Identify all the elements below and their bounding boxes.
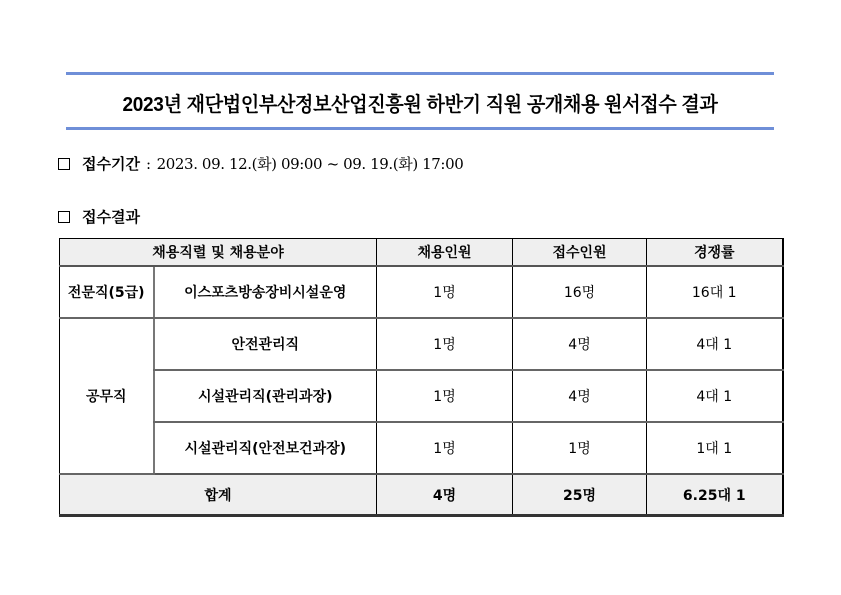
ratio-cell: 1대 1 (647, 422, 783, 474)
ratio-cell: 4대 1 (647, 370, 783, 422)
total-hires: 4명 (377, 474, 513, 516)
applicants-cell: 16명 (513, 266, 647, 318)
hires-cell: 1명 (377, 318, 513, 370)
table-row (60, 370, 783, 422)
table-row (60, 266, 783, 318)
header-ratio: 경쟁률 (647, 239, 783, 267)
table-row (60, 318, 783, 370)
applicants-cell: 4명 (513, 370, 647, 422)
checkbox-empty-icon (58, 211, 70, 223)
hires-cell: 1명 (377, 422, 513, 474)
results-table (59, 238, 784, 517)
applicants-cell: 4명 (513, 318, 647, 370)
total-row (60, 474, 783, 516)
category-cell: 전문직(5급) (60, 266, 154, 318)
header-hires: 채용인원 (377, 239, 513, 267)
field-cell: 이스포츠방송장비시설운영 (154, 266, 377, 318)
header-position-field: 채용직렬 및 채용분야 (60, 239, 377, 267)
total-ratio: 6.25대 1 (647, 474, 783, 516)
category-cell: 공무직 (60, 318, 154, 474)
field-cell: 안전관리직 (154, 318, 377, 370)
checkbox-empty-icon (58, 158, 70, 170)
ratio-cell: 4대 1 (647, 318, 783, 370)
period-value: 2023. 09. 12.(화) 09:00 ~ 09. 19.(화) 17:00 (156, 155, 464, 173)
field-cell: 시설관리직(안전보건과장) (154, 422, 377, 474)
title-top-rule (66, 72, 774, 75)
total-label: 합계 (60, 474, 377, 516)
hires-cell: 1명 (377, 266, 513, 318)
page-title: 2023년 재단법인부산정보산업진흥원 하반기 직원 공개채용 원서접수 결과 (122, 94, 718, 116)
total-applicants: 25명 (513, 474, 647, 516)
table-header-row (60, 239, 783, 267)
table-row (60, 422, 783, 474)
applicants-cell: 1명 (513, 422, 647, 474)
ratio-cell: 16대 1 (647, 266, 783, 318)
section-label: 접수결과 (82, 208, 140, 226)
section-application-result (58, 206, 140, 227)
title-bottom-rule (66, 127, 774, 130)
section-application-period (58, 153, 463, 174)
hires-cell: 1명 (377, 370, 513, 422)
period-separator: : (145, 154, 151, 173)
field-cell: 시설관리직(관리과장) (154, 370, 377, 422)
header-applicants: 접수인원 (513, 239, 647, 267)
section-label: 접수기간 (82, 155, 140, 173)
